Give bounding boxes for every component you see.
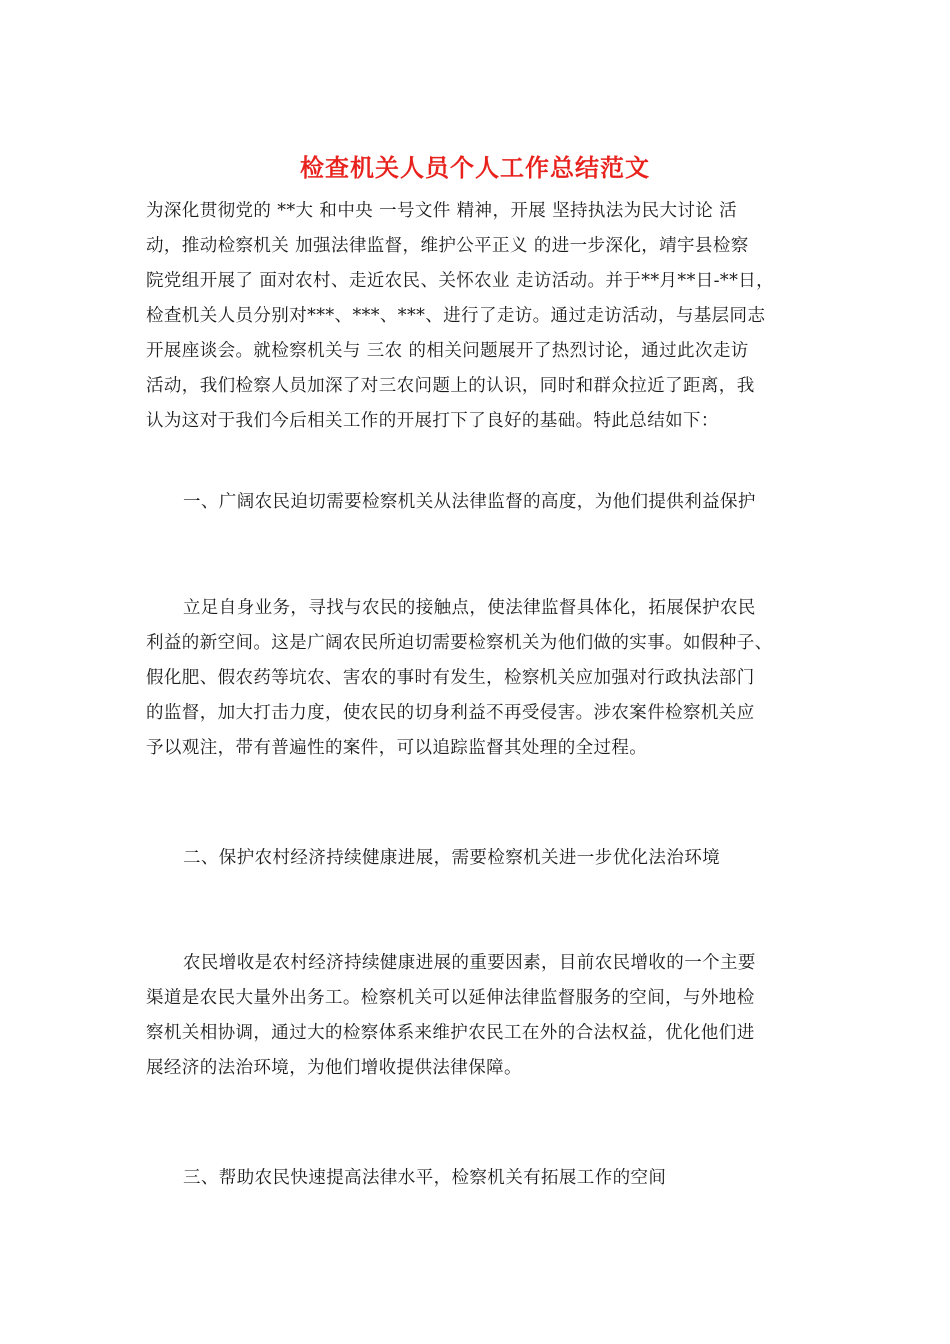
section-2-line: 展经济的法治环境，为他们增收提供法律保障。 bbox=[146, 1058, 522, 1078]
intro-line: 为深化贯彻党的 **大 和中央 一号文件 精神，开展 坚持执法为民大讨论 活 bbox=[146, 201, 738, 221]
intro-line: 动，推动检察机关 加强法律监督，维护公平正义 的进一步深化，靖宇县检察 bbox=[146, 236, 749, 256]
section-heading-2: 二、保护农村经济持续健康进展，需要检察机关进一步优化法治环境 bbox=[183, 848, 720, 868]
intro-line: 检查机关人员分别对***、***、***、进行了走访。通过走访活动，与基层同志 bbox=[146, 306, 766, 326]
section-1-line: 的监督，加大打击力度，使农民的切身利益不再受侵害。涉农案件检察机关应 bbox=[146, 703, 755, 723]
intro-line: 认为这对于我们今后相关工作的开展打下了良好的基础。特此总结如下： bbox=[146, 411, 719, 431]
section-2-line: 察机关相协调，通过大的检察体系来维护农民工在外的合法权益，优化他们进 bbox=[146, 1023, 755, 1043]
intro-line: 活动，我们检察人员加深了对三农问题上的认识，同时和群众拉近了距离，我 bbox=[146, 376, 755, 396]
section-1-line: 假化肥、假农药等坑农、害农的事时有发生，检察机关应加强对行政执法部门 bbox=[146, 668, 755, 688]
intro-line: 院党组开展了 面对农村、走近农民、关怀农业 走访活动。并于**月**日-**日， bbox=[146, 271, 775, 291]
document-title: 检查机关人员个人工作总结范文 bbox=[300, 153, 650, 182]
section-1-line: 立足自身业务，寻找与农民的接触点，使法律监督具体化，拓展保护农民 bbox=[183, 598, 756, 618]
section-heading-3: 三、帮助农民快速提高法律水平，检察机关有拓展工作的空间 bbox=[183, 1168, 667, 1188]
section-2-line: 农民增收是农村经济持续健康进展的重要因素，目前农民增收的一个主要 bbox=[183, 953, 756, 973]
section-heading-1: 一、广阔农民迫切需要检察机关从法律监督的高度，为他们提供利益保护 bbox=[183, 492, 756, 512]
section-1-line: 利益的新空间。这是广阔农民所迫切需要检察机关为他们做的实事。如假种子、 bbox=[146, 633, 773, 653]
intro-line: 开展座谈会。就检察机关与 三农 的相关问题展开了热烈讨论，通过此次走访 bbox=[146, 341, 749, 361]
section-1-line: 予以观注，带有普遍性的案件，可以追踪监督其处理的全过程。 bbox=[146, 738, 648, 758]
section-2-line: 渠道是农民大量外出务工。检察机关可以延伸法律监督服务的空间，与外地检 bbox=[146, 988, 755, 1008]
